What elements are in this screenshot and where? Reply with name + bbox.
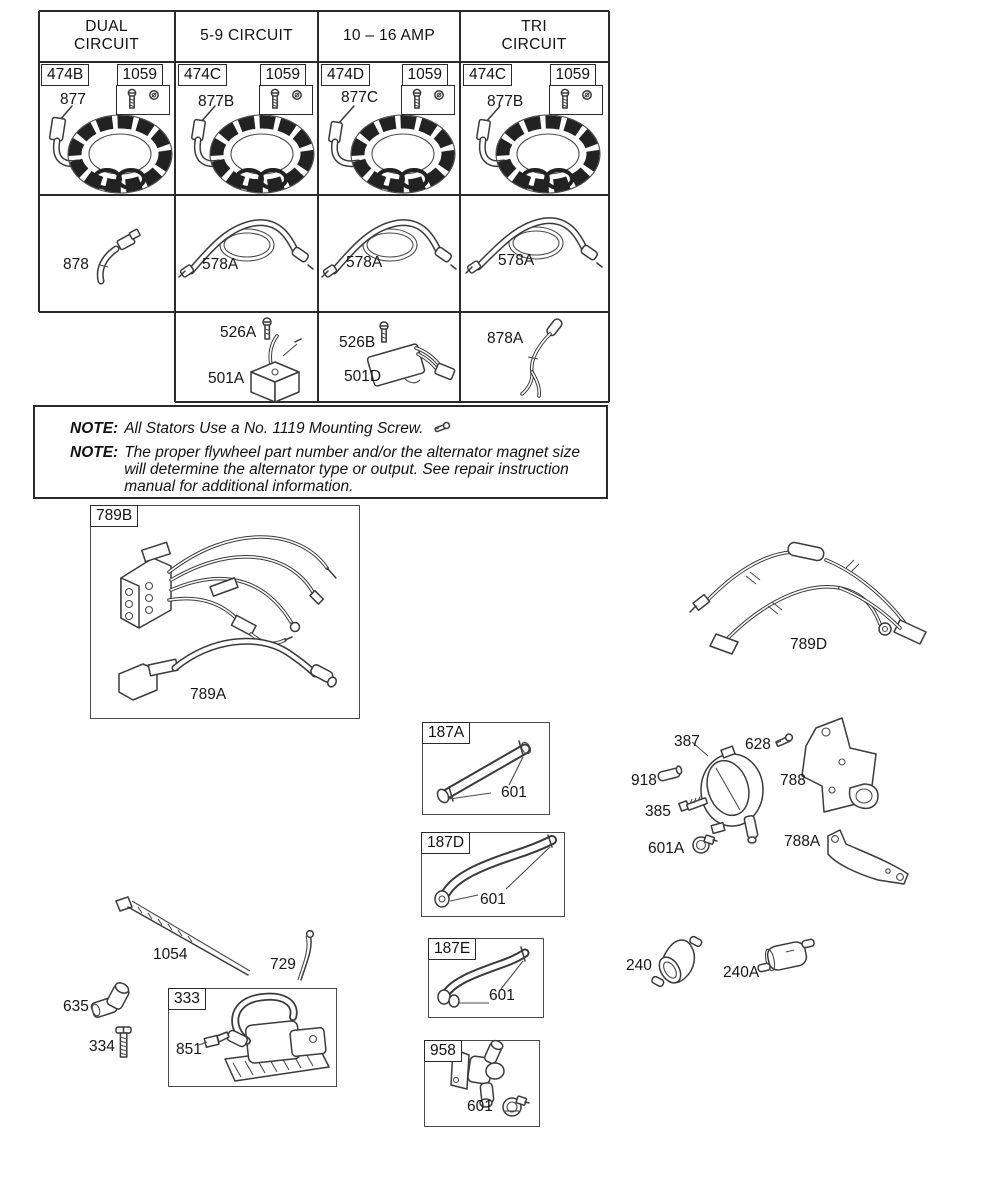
part-label: 877B <box>487 93 524 110</box>
part-label: 878 <box>63 256 89 273</box>
screw-icons <box>260 86 312 114</box>
part-label: 578A <box>202 256 239 273</box>
screw-385-drawing <box>676 794 712 820</box>
cable-cell-tri <box>460 195 608 312</box>
part-ref-box: 789B <box>90 505 138 527</box>
screw-icons <box>402 86 454 114</box>
column-header-dual-circuit <box>38 12 175 60</box>
note-prefix: NOTE: <box>70 420 119 437</box>
part-label: 789D <box>790 636 828 653</box>
part-label: 578A <box>498 252 535 269</box>
regulator-cell-10-16 <box>318 312 460 402</box>
mounting-screws-cell <box>549 85 603 115</box>
cable-cell-10-16 <box>318 195 460 312</box>
header-line: 10 – 16 AMP <box>342 27 436 44</box>
column-header-5-9-circuit <box>175 12 318 60</box>
part-label: 788A <box>784 833 821 850</box>
part-label: 501D <box>344 368 382 385</box>
part-label: 526B <box>339 334 376 351</box>
part-label: 601 <box>467 1098 493 1115</box>
part-label: 918 <box>631 772 657 789</box>
clamp-601-drawing <box>499 1093 529 1119</box>
part-label: 788 <box>780 772 806 789</box>
part-ref-box: 187D <box>421 832 470 854</box>
harness-box <box>90 505 360 719</box>
part-ref-box: 187A <box>422 722 470 744</box>
hose-box-d <box>421 832 565 917</box>
jumper-wire-drawing <box>460 312 608 402</box>
note-text: All Stators Use a No. 1119 Mounting Screw. <box>124 420 424 437</box>
part-label: 851 <box>176 1041 202 1058</box>
cable-tie-drawing <box>108 893 258 981</box>
note-2 <box>70 444 590 495</box>
part-label: 526A <box>220 324 257 341</box>
regulator-cell-5-9 <box>175 312 318 402</box>
fuel-filter-240a-drawing <box>756 932 818 986</box>
elbow-635-drawing <box>88 980 138 1024</box>
cable-cell-5-9 <box>175 195 318 312</box>
part-label: 240A <box>723 964 760 981</box>
part-label: 1054 <box>153 946 188 963</box>
part-label: 877C <box>341 89 379 106</box>
pin-918-drawing <box>652 762 688 788</box>
regulator-cell-tri <box>460 312 608 402</box>
part-ref-box: 474C <box>178 64 227 86</box>
part-label: 501A <box>208 370 245 387</box>
header-line: TRI <box>521 18 547 35</box>
part-label: 578A <box>346 254 383 271</box>
looped-cable-drawing <box>318 195 460 312</box>
ignition-coil-box <box>168 988 337 1087</box>
mounting-screws-cell <box>401 85 455 115</box>
screw-icon <box>429 420 451 436</box>
header-line: DUAL <box>85 18 128 35</box>
part-ref-box: 333 <box>168 988 206 1010</box>
part-label: 877B <box>198 93 235 110</box>
note-text: The proper flywheel part number and/or the alternator magnet size will determine the alternator type or output. See repair instruction manual for additional information. <box>124 444 580 495</box>
part-label: 601 <box>480 891 506 908</box>
hose-box-a <box>422 722 550 815</box>
part-ref-box: 474C <box>463 64 512 86</box>
stator-cell-10-16 <box>318 62 460 195</box>
header-line: 5-9 CIRCUIT <box>200 27 293 44</box>
part-ref-box: 474D <box>321 64 370 86</box>
part-ref-box: 474B <box>41 64 89 86</box>
part-ref-box: 1059 <box>402 64 448 86</box>
header-line: CIRCUIT <box>501 36 567 53</box>
stator-cell-dual <box>38 62 175 195</box>
screw-icons <box>550 86 602 114</box>
part-label: 601 <box>489 987 515 1004</box>
cable-cell-dual <box>38 195 175 312</box>
part-ref-box: 187E <box>428 938 476 960</box>
part-label: 385 <box>645 803 671 820</box>
bracket-788a-drawing <box>818 826 916 888</box>
mounting-screws-cell <box>116 85 170 115</box>
header-line: CIRCUIT <box>74 36 139 53</box>
connector-drawing <box>38 195 175 312</box>
part-label: 334 <box>89 1038 115 1055</box>
clamp-601a-drawing <box>688 832 718 856</box>
part-label: 878A <box>487 330 524 347</box>
regulator-drawing <box>318 312 460 402</box>
valve-box <box>424 1040 540 1127</box>
screw-334-drawing <box>112 1024 136 1066</box>
part-ref-box: 1059 <box>117 64 163 86</box>
bracket-788-drawing <box>792 714 884 822</box>
column-header-tri-circuit <box>460 12 608 60</box>
part-label: 628 <box>745 736 771 753</box>
hose-box-e <box>428 938 544 1018</box>
stator-cell-5-9 <box>175 62 318 195</box>
looped-cable-drawing <box>175 195 318 312</box>
part-label: 601A <box>648 840 685 857</box>
part-label: 789A <box>190 686 227 703</box>
note-1 <box>70 420 451 437</box>
stator-cell-tri <box>460 62 608 195</box>
part-label: 729 <box>270 956 296 973</box>
part-ref-box: 1059 <box>260 64 306 86</box>
part-label: 877 <box>60 91 86 108</box>
fuel-filter-240-drawing <box>650 928 706 992</box>
part-label: 635 <box>63 998 89 1015</box>
part-ref-box: 1059 <box>550 64 596 86</box>
notes-box <box>33 405 608 499</box>
part-label: 240 <box>626 957 652 974</box>
mounting-screws-cell <box>259 85 313 115</box>
part-ref-box: 958 <box>424 1040 462 1062</box>
column-header-10-16-amp <box>318 12 460 60</box>
part-label: 601 <box>501 784 527 801</box>
note-prefix: NOTE: <box>70 444 119 461</box>
part-label: 387 <box>674 733 700 750</box>
screw-icons <box>117 86 169 114</box>
